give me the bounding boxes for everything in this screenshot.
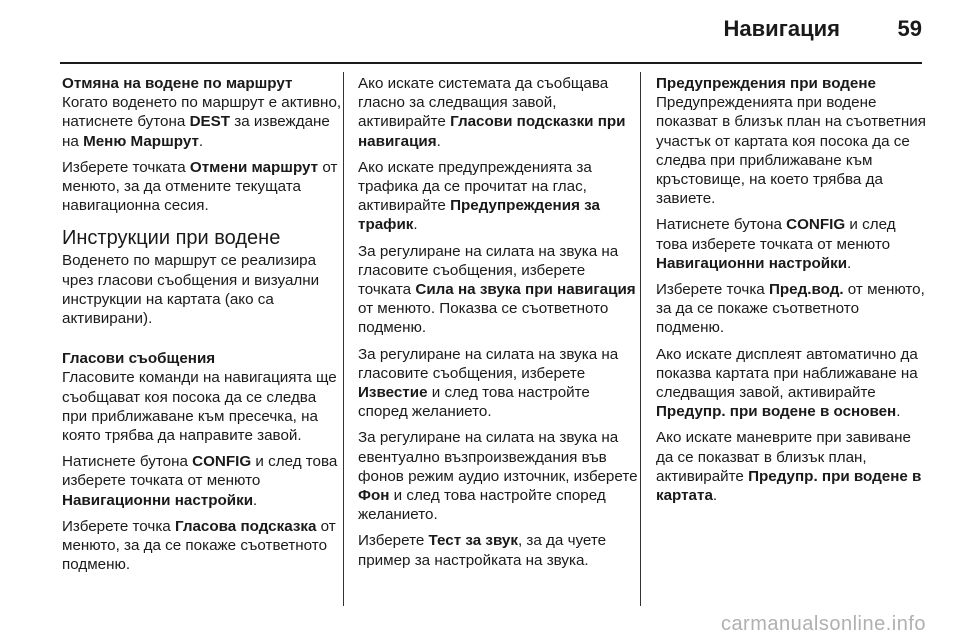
text: от менюто, за да се покаже съответното подменю. — [62, 517, 336, 574]
text: . — [436, 132, 441, 150]
text: За регулиране на силата на звука на евентуално възпроизвеждания във фонов режим аудио източник, изберете — [358, 429, 638, 485]
text: от менюто. Показва се съответното подменю. — [358, 300, 609, 337]
text: Изберете — [358, 532, 429, 550]
paragraph — [358, 345, 638, 422]
text: Гласовите команди на навигацията ще съобщават коя посока да се следва при приближаване към пресечка, на която трябва да направите завой. — [62, 369, 337, 445]
page-number: 59 — [897, 16, 922, 41]
column-3 — [656, 74, 930, 512]
text: и след това изберете точката от менюто — [656, 216, 896, 253]
header-divider — [60, 62, 922, 64]
text: . — [712, 487, 718, 505]
key-dest: DEST — [189, 113, 231, 131]
item-traffic-warnings: Предупреждения за трафик — [358, 197, 600, 234]
item-notification: Известие — [358, 384, 428, 402]
text: Ако искате дисплеят автоматично да показва картата при наближаване на следващия завой, активирайте — [656, 345, 918, 402]
paragraph — [656, 74, 930, 208]
spacer — [62, 335, 342, 349]
paragraph — [656, 428, 930, 505]
item-warn-main: Предупр. при водене в основен — [656, 403, 897, 421]
page-header — [0, 0, 960, 60]
column-divider-1 — [343, 72, 344, 606]
paragraph — [358, 242, 638, 338]
menu-nav-settings: Навигационни настройки — [62, 491, 254, 509]
item-guidance-warn: Пред.вод. — [768, 281, 844, 299]
item-cancel-route: Отмени маршрут — [189, 158, 319, 176]
paragraph — [62, 517, 342, 575]
text: за извеждане на — [62, 113, 330, 150]
key-config: CONFIG — [786, 216, 846, 234]
item-voice-prompts-nav: Гласови подсказки при навигация — [358, 113, 626, 150]
menu-nav-settings: Навигационни настройки — [656, 254, 848, 272]
text: и след това изберете точката от менюто — [62, 453, 338, 490]
text: Натиснете бутона — [62, 453, 193, 471]
text: Когато воденето по маршрут е активно, натиснете бутона — [62, 94, 342, 131]
paragraph — [62, 349, 342, 445]
paragraph — [358, 428, 638, 524]
text: Ако искате предупрежденията за трафика да се прочитат на глас, активирайте — [358, 158, 592, 215]
paragraph — [656, 280, 930, 338]
item-voice-prompt: Гласова подсказка — [174, 517, 317, 535]
paragraph — [358, 158, 638, 235]
paragraph — [62, 74, 342, 151]
paragraph — [656, 345, 930, 422]
paragraph — [62, 452, 342, 510]
paragraph — [358, 74, 638, 151]
text: и след това настройте според желанието. — [358, 384, 590, 421]
item-warn-map: Предупр. при водене в картата — [656, 467, 922, 505]
key-config: CONFIG — [192, 453, 252, 471]
text: от менюто, за да отмените текущата навигационна сесия. — [62, 158, 338, 215]
column-1 — [62, 74, 342, 581]
page-title: Навигация — [723, 16, 840, 41]
paragraph — [62, 158, 342, 216]
text: и след това настройте според желанието. — [358, 487, 606, 524]
item-background: Фон — [358, 487, 390, 505]
text: Натиснете бутона — [656, 216, 787, 234]
subheading-voice-messages: Гласови съобщения — [62, 350, 216, 368]
column-divider-2 — [640, 72, 641, 606]
text: , за да чуете пример за настройката на звука. — [358, 532, 607, 569]
text: За регулиране на силата на звука на гласовите съобщения, изберете точката — [358, 242, 619, 299]
text: Ако искате системата да съобщава гласно за следващия завой, активирайте — [358, 75, 609, 131]
column-2 — [358, 74, 638, 577]
text: Изберете точка — [62, 517, 175, 535]
item-nav-volume: Сила на звука при навигация — [415, 281, 636, 299]
subheading-cancel-guidance: Отмяна на водене по маршрут — [62, 75, 293, 92]
text: Предупрежденията при водене показват в близък план на съответния участък от картата коя посока да се следва при приближаване към кръстовище, на което трябва да завиете. — [656, 94, 926, 208]
text: . — [413, 216, 418, 234]
text: За регулиране на силата на звука на гласовите съобщения, изберете — [358, 345, 619, 382]
text: . — [896, 403, 901, 421]
section-heading-guidance: Инструкции при водене — [62, 227, 281, 250]
text: . — [198, 132, 204, 150]
menu-route: Меню Маршрут — [83, 132, 199, 150]
paragraph — [358, 531, 638, 569]
text: от менюто, за да се покаже съответното подменю. — [656, 281, 925, 337]
text: Изберете точката — [62, 158, 190, 176]
text: . — [847, 254, 852, 272]
watermark: carmanualsonline.info — [720, 613, 926, 635]
text: Изберете точка — [656, 281, 769, 299]
subheading-guidance-warnings: Предупреждения при водене — [656, 75, 876, 92]
text: Ако искате маневрите при завиване да се показват в близък план, активирайте — [656, 429, 911, 485]
item-sound-test: Тест за звук — [428, 532, 518, 550]
text: . — [253, 491, 258, 509]
paragraph — [656, 215, 930, 273]
paragraph: Воденето по маршрут се реализира чрез гласови съобщения и визуални инструкции на картата (ако са активирани). — [62, 252, 320, 328]
